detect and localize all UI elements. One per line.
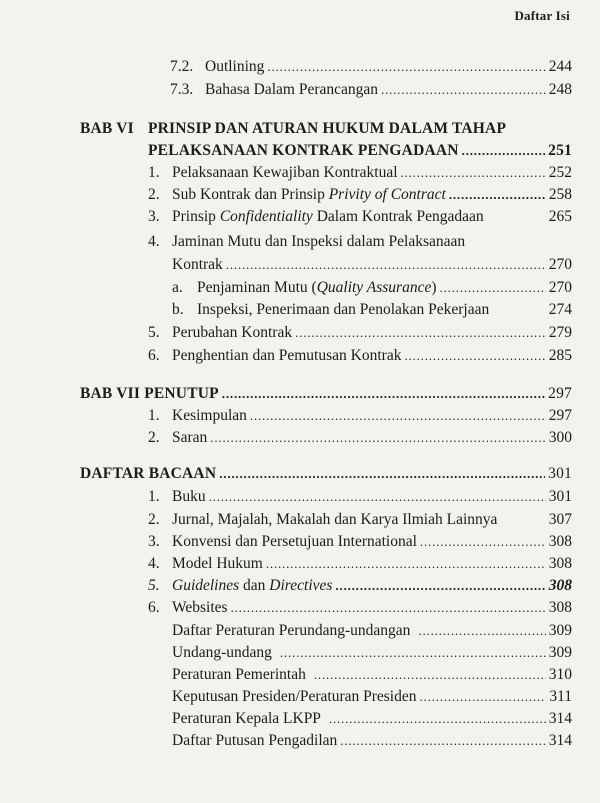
- entry-title: Saran: [172, 429, 208, 446]
- chapter-heading[interactable]: [0, 463, 600, 485]
- leader-dots: [280, 642, 546, 664]
- entry-page: 265: [548, 208, 572, 225]
- subentry-title: Keputusan Presiden/Peraturan Presiden: [172, 688, 417, 705]
- entry-page: 308: [548, 599, 572, 616]
- entry-title-text: Dalam Kontrak Pengadaan: [312, 208, 484, 225]
- entry-title-italic: Confidentiality: [219, 208, 313, 225]
- entry-page: 297: [548, 407, 572, 424]
- chapter-title: DAFTAR BACAAN: [80, 465, 217, 482]
- entry-title: Bahasa Dalam Perancangan: [205, 81, 379, 98]
- entry-number: 5.: [148, 324, 160, 341]
- subentry-title: Undang-undang: [172, 644, 272, 661]
- entry-title: Websites: [172, 599, 228, 616]
- entry-page: 308: [548, 577, 572, 594]
- entry-page: 308: [548, 555, 572, 572]
- entry-page: 310: [548, 666, 572, 683]
- entry-number: 1.: [148, 164, 160, 181]
- entry-page: 307: [548, 511, 572, 528]
- entry-page: 311: [549, 688, 572, 705]
- leader-dots: [222, 383, 545, 405]
- entry-page: 285: [548, 347, 572, 364]
- leader-dots: [329, 708, 546, 730]
- toc-entry[interactable]: [0, 427, 600, 449]
- leader-dots: [420, 531, 546, 553]
- entry-number: 4.: [148, 555, 160, 572]
- entry-title-italic: Quality Assurance: [316, 279, 432, 296]
- leader-dots: [340, 730, 545, 752]
- entry-title-line1: Jaminan Mutu dan Inspeksi dalam Pelaksanaan: [172, 233, 466, 250]
- entry-page: 300: [548, 429, 572, 446]
- entry-number: 2.: [148, 429, 160, 446]
- entry-title: Outlining: [205, 58, 265, 75]
- entry-title: [172, 184, 446, 206]
- subentry-letter: b.: [172, 301, 184, 318]
- subentry-letter: a.: [172, 279, 183, 296]
- entry-title: Perubahan Kontrak: [172, 324, 293, 341]
- toc-entry-continued[interactable]: [0, 254, 600, 276]
- entry-title: Kesimpulan: [172, 407, 247, 424]
- chapter-title-line1: PRINSIP DAN ATURAN HUKUM DALAM TAHAP: [148, 120, 507, 137]
- toc-subentry[interactable]: [0, 686, 600, 708]
- entry-page: 301: [548, 488, 572, 505]
- chapter-heading[interactable]: [0, 118, 600, 140]
- subentry-title: [197, 277, 437, 299]
- entry-page: 252: [548, 164, 572, 181]
- leader-dots: [449, 184, 546, 206]
- entry-page: 270: [548, 279, 572, 296]
- subentry-title: Inspeksi, Penerimaan dan Penolakan Pekerjaan: [197, 301, 490, 318]
- toc-entry[interactable]: [0, 206, 600, 228]
- leader-dots: [266, 553, 546, 575]
- entry-number: 2.: [148, 511, 160, 528]
- entry-number: 6.: [148, 347, 160, 364]
- toc-entry[interactable]: [0, 345, 600, 367]
- toc-subentry[interactable]: [0, 730, 600, 752]
- toc-subentry[interactable]: [0, 277, 600, 299]
- entry-title: Pelaksanaan Kewajiban Kontraktual: [172, 164, 398, 181]
- entry-number: 1.: [148, 407, 160, 424]
- toc-entry[interactable]: [0, 509, 600, 531]
- entry-number: 7.2.: [170, 58, 194, 75]
- entry-page: 248: [548, 81, 572, 98]
- leader-dots: [210, 427, 545, 449]
- toc-subentry[interactable]: [0, 708, 600, 730]
- toc-subentry[interactable]: [0, 299, 600, 321]
- toc-entry[interactable]: [0, 486, 600, 508]
- entry-page: 308: [548, 533, 572, 550]
- entry-number: 2.: [148, 186, 160, 203]
- leader-dots: [335, 575, 545, 597]
- toc-entry[interactable]: [0, 162, 600, 184]
- subentry-title: Daftar Peraturan Perundang-undangan: [172, 622, 411, 639]
- toc-entry[interactable]: [0, 575, 600, 597]
- entry-number: 7.3.: [170, 81, 194, 98]
- leader-dots: [267, 56, 545, 78]
- leader-dots: [250, 405, 546, 427]
- entry-title-text: Prinsip: [172, 208, 220, 225]
- toc-entry[interactable]: [0, 322, 600, 344]
- leader-dots: [209, 486, 546, 508]
- chapter-heading[interactable]: [0, 383, 600, 405]
- entry-page: 258: [548, 186, 572, 203]
- toc-entry[interactable]: [0, 553, 600, 575]
- toc-entry[interactable]: [0, 597, 600, 619]
- entry-title: [172, 206, 484, 228]
- chapter-title-line2: PELAKSANAAN KONTRAK PENGADAAN: [148, 142, 459, 159]
- leader-dots: [462, 140, 545, 162]
- entry-title-line2: Kontrak: [172, 256, 223, 273]
- entry-title: Buku: [172, 488, 206, 505]
- leader-dots: [314, 664, 546, 686]
- toc-subentry[interactable]: [0, 642, 600, 664]
- toc-entry[interactable]: [0, 231, 600, 253]
- leader-dots: [295, 322, 546, 344]
- entry-number: 5.: [148, 577, 160, 594]
- entry-page: 279: [548, 324, 572, 341]
- entry-title: Penghentian dan Pemutusan Kontrak: [172, 347, 402, 364]
- entry-title: [172, 575, 332, 597]
- subentry-title: Daftar Putusan Pengadilan: [172, 732, 338, 749]
- entry-number: 6.: [148, 599, 160, 616]
- toc-subentry[interactable]: [0, 664, 600, 686]
- leader-dots: [226, 254, 546, 276]
- chapter-heading-line2[interactable]: [0, 140, 600, 162]
- leader-dots: [440, 277, 546, 299]
- chapter-label: BAB VI: [80, 120, 134, 137]
- leader-dots: [231, 597, 546, 619]
- entry-page: 244: [548, 58, 572, 75]
- entry-title: Jurnal, Majalah, Makalah dan Karya Ilmiah Lainnya: [172, 511, 498, 528]
- entry-page: 270: [548, 256, 572, 273]
- entry-number: 4.: [148, 233, 160, 250]
- leader-dots: [404, 345, 545, 367]
- entry-title: Model Hukum: [172, 555, 263, 572]
- entry-title-italic: Directives: [269, 577, 333, 594]
- chapter-page: 251: [548, 142, 572, 159]
- entry-title-text: Penjaminan Mutu (: [197, 279, 317, 296]
- toc-entry[interactable]: [0, 405, 600, 427]
- entry-page: 309: [548, 644, 572, 661]
- running-header: Daftar Isi: [514, 8, 570, 23]
- toc-subentry[interactable]: [0, 620, 600, 642]
- entry-page: 314: [548, 710, 572, 727]
- leader-dots: [381, 79, 546, 101]
- toc-entry[interactable]: [0, 184, 600, 206]
- entry-title-text: dan: [239, 577, 270, 594]
- leader-dots: [401, 162, 546, 184]
- subentry-title: Peraturan Pemerintah: [172, 666, 306, 683]
- toc-entry[interactable]: [0, 531, 600, 553]
- entry-page: 314: [548, 732, 572, 749]
- chapter-title: BAB VII PENUTUP: [80, 385, 219, 402]
- entry-number: 1.: [148, 488, 160, 505]
- leader-dots: [420, 686, 547, 708]
- entry-title-text: ): [431, 279, 437, 296]
- entry-title-text: Sub Kontrak dan Prinsip: [172, 186, 329, 203]
- entry-page: 274: [548, 301, 572, 318]
- chapter-page: 297: [548, 385, 572, 402]
- subentry-title: Peraturan Kepala LKPP: [172, 710, 321, 727]
- entry-title-italic: Privity of Contract: [328, 186, 446, 203]
- leader-dots: [418, 620, 545, 642]
- toc-entry[interactable]: [0, 56, 600, 78]
- entry-number: 3.: [148, 533, 160, 550]
- entry-title-italic: Guidelines: [172, 577, 240, 594]
- entry-number: 3.: [148, 208, 160, 225]
- toc-entry[interactable]: [0, 79, 600, 101]
- entry-title: Konvensi dan Persetujuan International: [172, 533, 417, 550]
- chapter-page: 301: [548, 465, 572, 482]
- entry-page: 309: [548, 622, 572, 639]
- leader-dots: [219, 463, 545, 485]
